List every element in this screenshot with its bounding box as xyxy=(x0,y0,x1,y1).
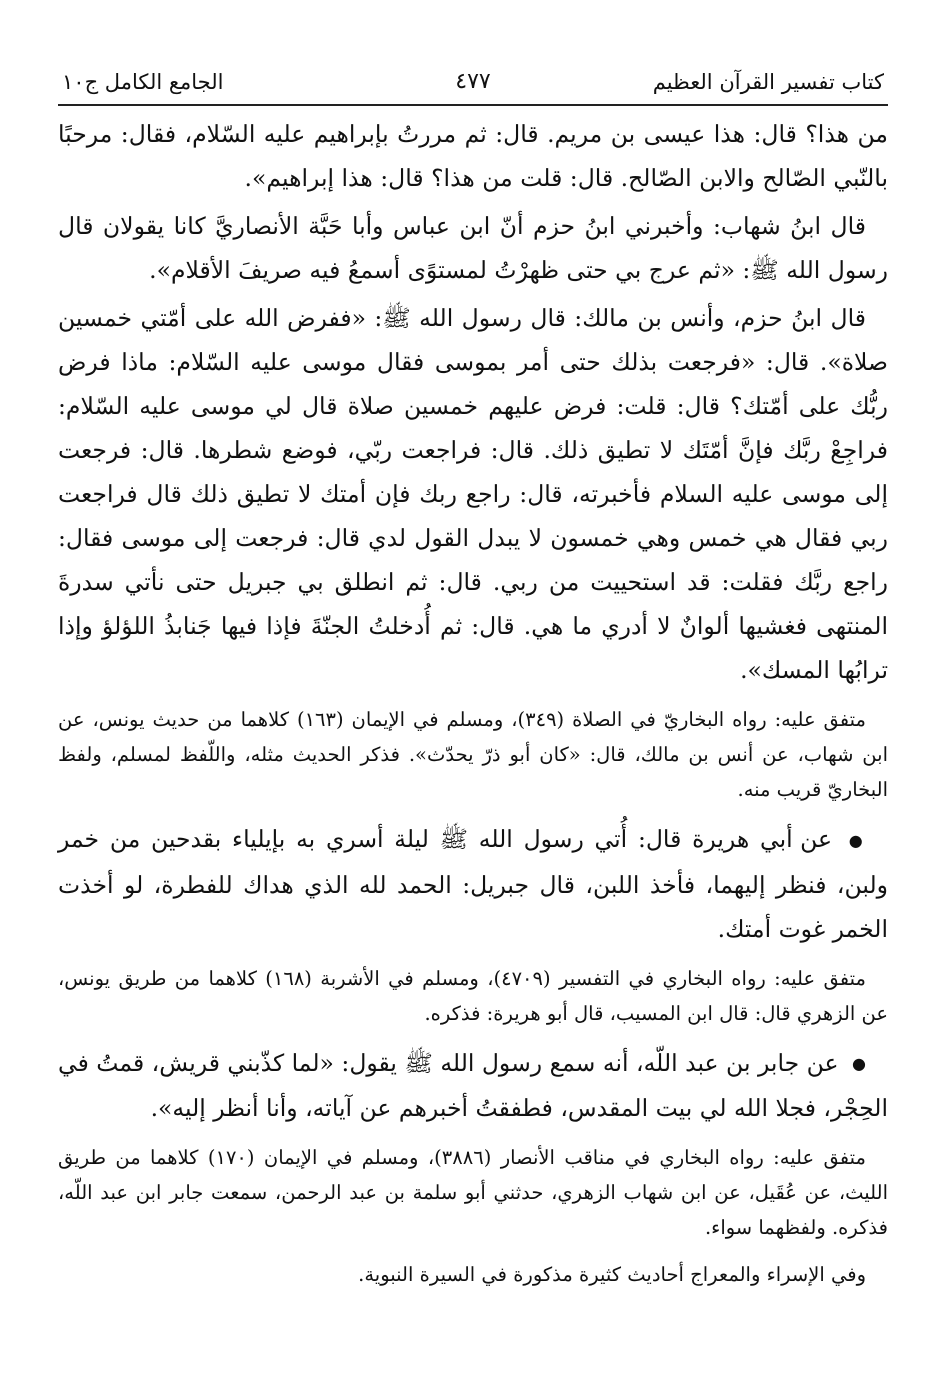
volume-title: الجامع الكامل ج١٠ xyxy=(62,70,224,94)
paragraph-2 xyxy=(58,204,888,292)
paragraph-1 xyxy=(58,112,888,200)
page-header xyxy=(58,62,888,106)
paragraph-3 xyxy=(58,296,888,692)
hadith-jabir xyxy=(58,1041,888,1131)
footnote-text: متفق عليه: رواه البخاريّ في الصلاة (٣٤٩)، ومسلم في الإيمان (١٦٣) كلاهما من حديث يونس، عن ابن شهاب، عن أنس بن مالك، قال: «كان أبو ذرّ يحدّث». فذكر الحديث مثله، واللّفظ لمسلم، ولفظ البخاريّ قريب منه. xyxy=(58,708,888,801)
paragraph-text: من هذا؟ قال: هذا عيسى بن مريم. قال: ثم مررتُ بإبراهيم عليه السّلام، فقال: مرحبًا بالنّبي الصّالح والابن الصّالح. قال: قلت من هذا؟ قال: هذا إبراهيم». xyxy=(58,120,888,192)
closing-remark: وفي الإسراء والمعراج أحاديث كثيرة مذكورة في السيرة النبوية. xyxy=(358,1263,866,1286)
paragraph-text: عن أبي هريرة قال: أُتي رسول الله ﷺ ليلة أسري به بإيلياء بقدحين من خمر ولبن، فنظر إليهما، فأخذ اللبن، قال جبريل: الحمد لله الذي هداك للفطرة، لو أخذت الخمر غوت أمتك. xyxy=(58,825,888,943)
bullet-icon: ● xyxy=(848,830,866,850)
paragraph-text: قال ابنُ حزم، وأنس بن مالك: قال رسول الله ﷺ: «ففرض الله على أمّتي خمسين صلاة». قال: «فرجعت بذلك حتى أمر بموسى فقال موسى عليه السّلام: ماذا فرض ربُّك على أمّتك؟ قال: قلت: فرض عليهم خمسين صلاة قال لي موسى عليه السّلام: فراجِعْ ربَّك فإنَّ أمّتَك لا تطيق ذلك. قال: فراجعت ربّي، فوضع شطرها. قال: فرجعت إلى موسى عليه السلام فأخبرته، قال: راجع ربك فإن أمتك لا تطيق ذلك قال فراجعت ربي فقال هي خمس وهي خمسون لا يبدل القول لدي قال: فرجعت إلى موسى فقال: راجع ربَّك فقلت: قد استحييت من ربي. قال: ثم انطلق بي جبريل حتى نأتي سدرةَ المنتهى فغشيها ألوانٌ لا أدري ما هي. قال: ثم أُدخلتُ الجنّةَ فإذا فيها جَنابذُ اللؤلؤ وإذا ترابُها المسك». xyxy=(58,304,888,684)
bullet-icon: ● xyxy=(852,1054,866,1073)
paragraph-text: قال ابنُ شهاب: وأخبرني ابنُ حزم أنّ ابن عباس وأبا حَبَّة الأنصاريَّ كانا يقولان قال رسول الله ﷺ: «ثم عرج بي حتى ظهرْتُ لمستوًى أسمعُ فيه صريفَ الأقلام». xyxy=(58,212,888,284)
hadith-abu-hurayra xyxy=(58,817,888,951)
footnote-text: متفق عليه: رواه البخاري في التفسير (٤٧٠٩)، ومسلم في الأشربة (١٦٨) كلاهما من طريق يونس، عن الزهري قال: قال ابن المسيب، قال أبو هريرة: فذكره. xyxy=(58,966,888,1025)
paragraph-text: عن جابر بن عبد اللّه، أنه سمع رسول الله ﷺ يقول: «لما كذّبني قريش، قمتُ في الحِجْر، فجلا الله لي بيت المقدس، فطفقتُ أخبرهم عن آياته، وأنا أنظر إليه». xyxy=(58,1048,888,1122)
book-title: كتاب تفسير القرآن العظيم xyxy=(652,70,884,94)
footnote-takhrij-2 xyxy=(58,961,888,1031)
footnote-takhrij-3 xyxy=(58,1140,888,1245)
footnote-text: متفق عليه: رواه البخاري في مناقب الأنصار (٣٨٨٦)، ومسلم في الإيمان (١٧٠) كلاهما من طريق الليث، عن عُقَيل، عن ابن شهاب الزهري، حدثني أبو سلمة بن عبد الرحمن، سمعت جابر ابن عبد اللّه، فذكره. ولفظهما سواء. xyxy=(58,1146,888,1239)
page-number: ٤٧٧ xyxy=(455,69,491,94)
page-body xyxy=(58,106,888,1292)
footnote-takhrij-1 xyxy=(58,702,888,807)
document-page xyxy=(58,62,888,1292)
